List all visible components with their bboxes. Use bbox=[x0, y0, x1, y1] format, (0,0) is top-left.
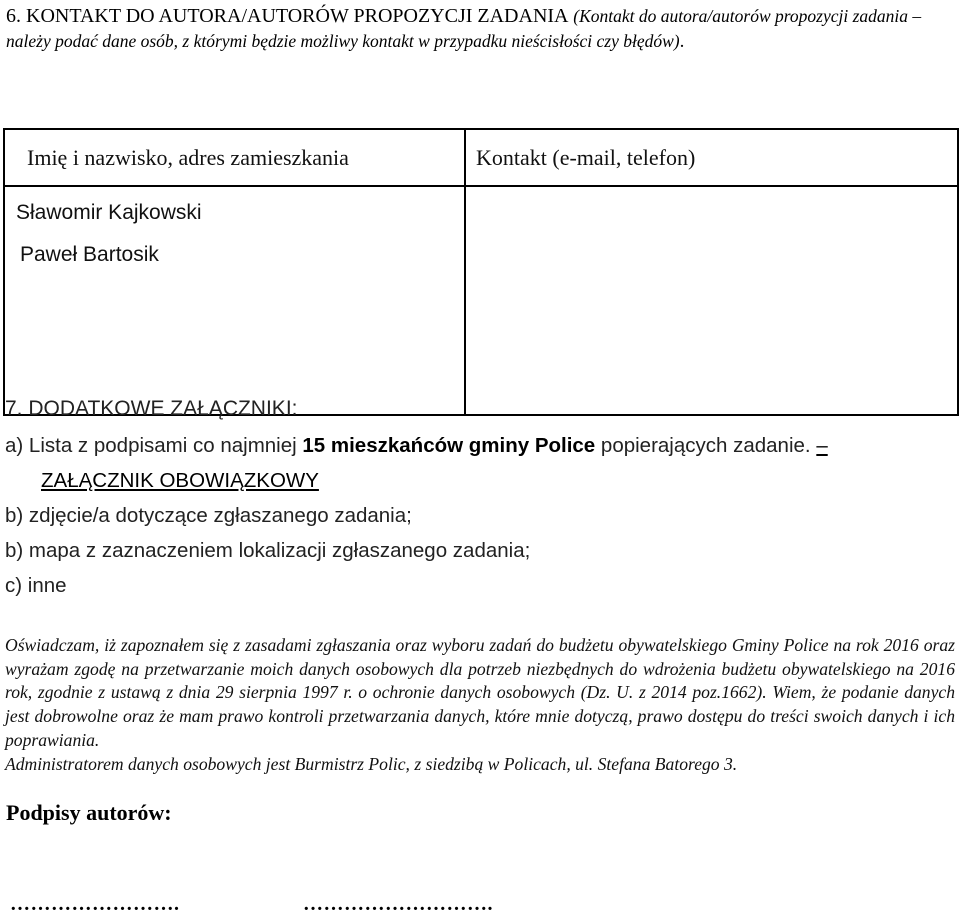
author-name-cell: Paweł Bartosik bbox=[20, 243, 159, 266]
table-row bbox=[4, 186, 958, 239]
attachment-a-dash: – bbox=[816, 434, 828, 457]
attachment-a bbox=[5, 432, 955, 467]
attachment-b1: b) zdjęcie/a dotyczące zgłaszanego zadania; bbox=[5, 504, 412, 527]
authors-contact-table bbox=[3, 128, 959, 416]
col-header-name-address: Imię i nazwisko, adres zamieszkania bbox=[4, 129, 465, 186]
section-6-paragraph bbox=[6, 4, 946, 54]
attachment-a-suffix: popierających zadanie. bbox=[595, 434, 817, 457]
col-header-contact: Kontakt (e-mail, telefon) bbox=[465, 129, 958, 186]
section-7-attachments bbox=[5, 397, 955, 607]
author-name-cell: Sławomir Kajkowski bbox=[4, 186, 465, 239]
section-6-note-end: . bbox=[679, 31, 685, 52]
section-6-note: (Kontakt do autora/autorów propozycji zadania – należy podać dane osób, z którymi będzie możliwy kontakt w przypadku nieścisłości czy błędów) bbox=[6, 6, 922, 51]
signature-line-1: ……………………. bbox=[10, 893, 180, 915]
consent-declaration bbox=[5, 634, 955, 776]
attachment-b2: b) mapa z zaznaczeniem lokalizacji zgłaszanego zadania; bbox=[5, 539, 531, 562]
attachment-c: c) inne bbox=[5, 574, 67, 597]
mandatory-attachment-line bbox=[5, 467, 955, 502]
section-7-title: 7. DODATKOWE ZAŁĄCZNIKI: bbox=[5, 397, 298, 420]
declaration-administrator: Administratorem danych osobowych jest Burmistrz Polic, z siedzibą w Policach, ul. Stefana Batorego 3. bbox=[5, 753, 738, 774]
contact-cell bbox=[465, 186, 958, 415]
signatures-label: Podpisy autorów: bbox=[6, 800, 172, 825]
author-name-cell-wrapper bbox=[4, 239, 465, 415]
declaration-text: Oświadczam, iż zapoznałem się z zasadami zgłaszania oraz wyboru zadań do budżetu obywatelskiego Gminy Police na rok 2016 oraz wyrażam zgodę na przetwarzanie moich danych osobowych dla potrzeb niezbędnych do wdrożenia budżetu obywatelskiego na 2016 rok, zgodnie z ustawą z dnia 29 sierpnia 1997 r. o ochronie danych osobowych (Dz. U. z 2014 poz.1662). Wiem, że podanie danych jest dobrowolne oraz że mam prawo kontroli przetwarzania danych, które mnie dotyczą, prawo dostępu do treści swoich danych i ich poprawiania. bbox=[5, 635, 955, 750]
attachment-a-bold: 15 mieszkańców gminy Police bbox=[302, 434, 596, 457]
section-6-heading: 6. KONTAKT DO AUTORA/AUTORÓW PROPOZYCJI ZADANIA bbox=[6, 5, 569, 27]
attachment-a-prefix: a) Lista z podpisami co najmniej bbox=[5, 434, 303, 457]
table-header-row bbox=[4, 129, 958, 186]
mandatory-attachment-label: ZAŁĄCZNIK OBOWIĄZKOWY bbox=[41, 469, 319, 492]
signature-line-2: ………………………. bbox=[303, 893, 493, 915]
